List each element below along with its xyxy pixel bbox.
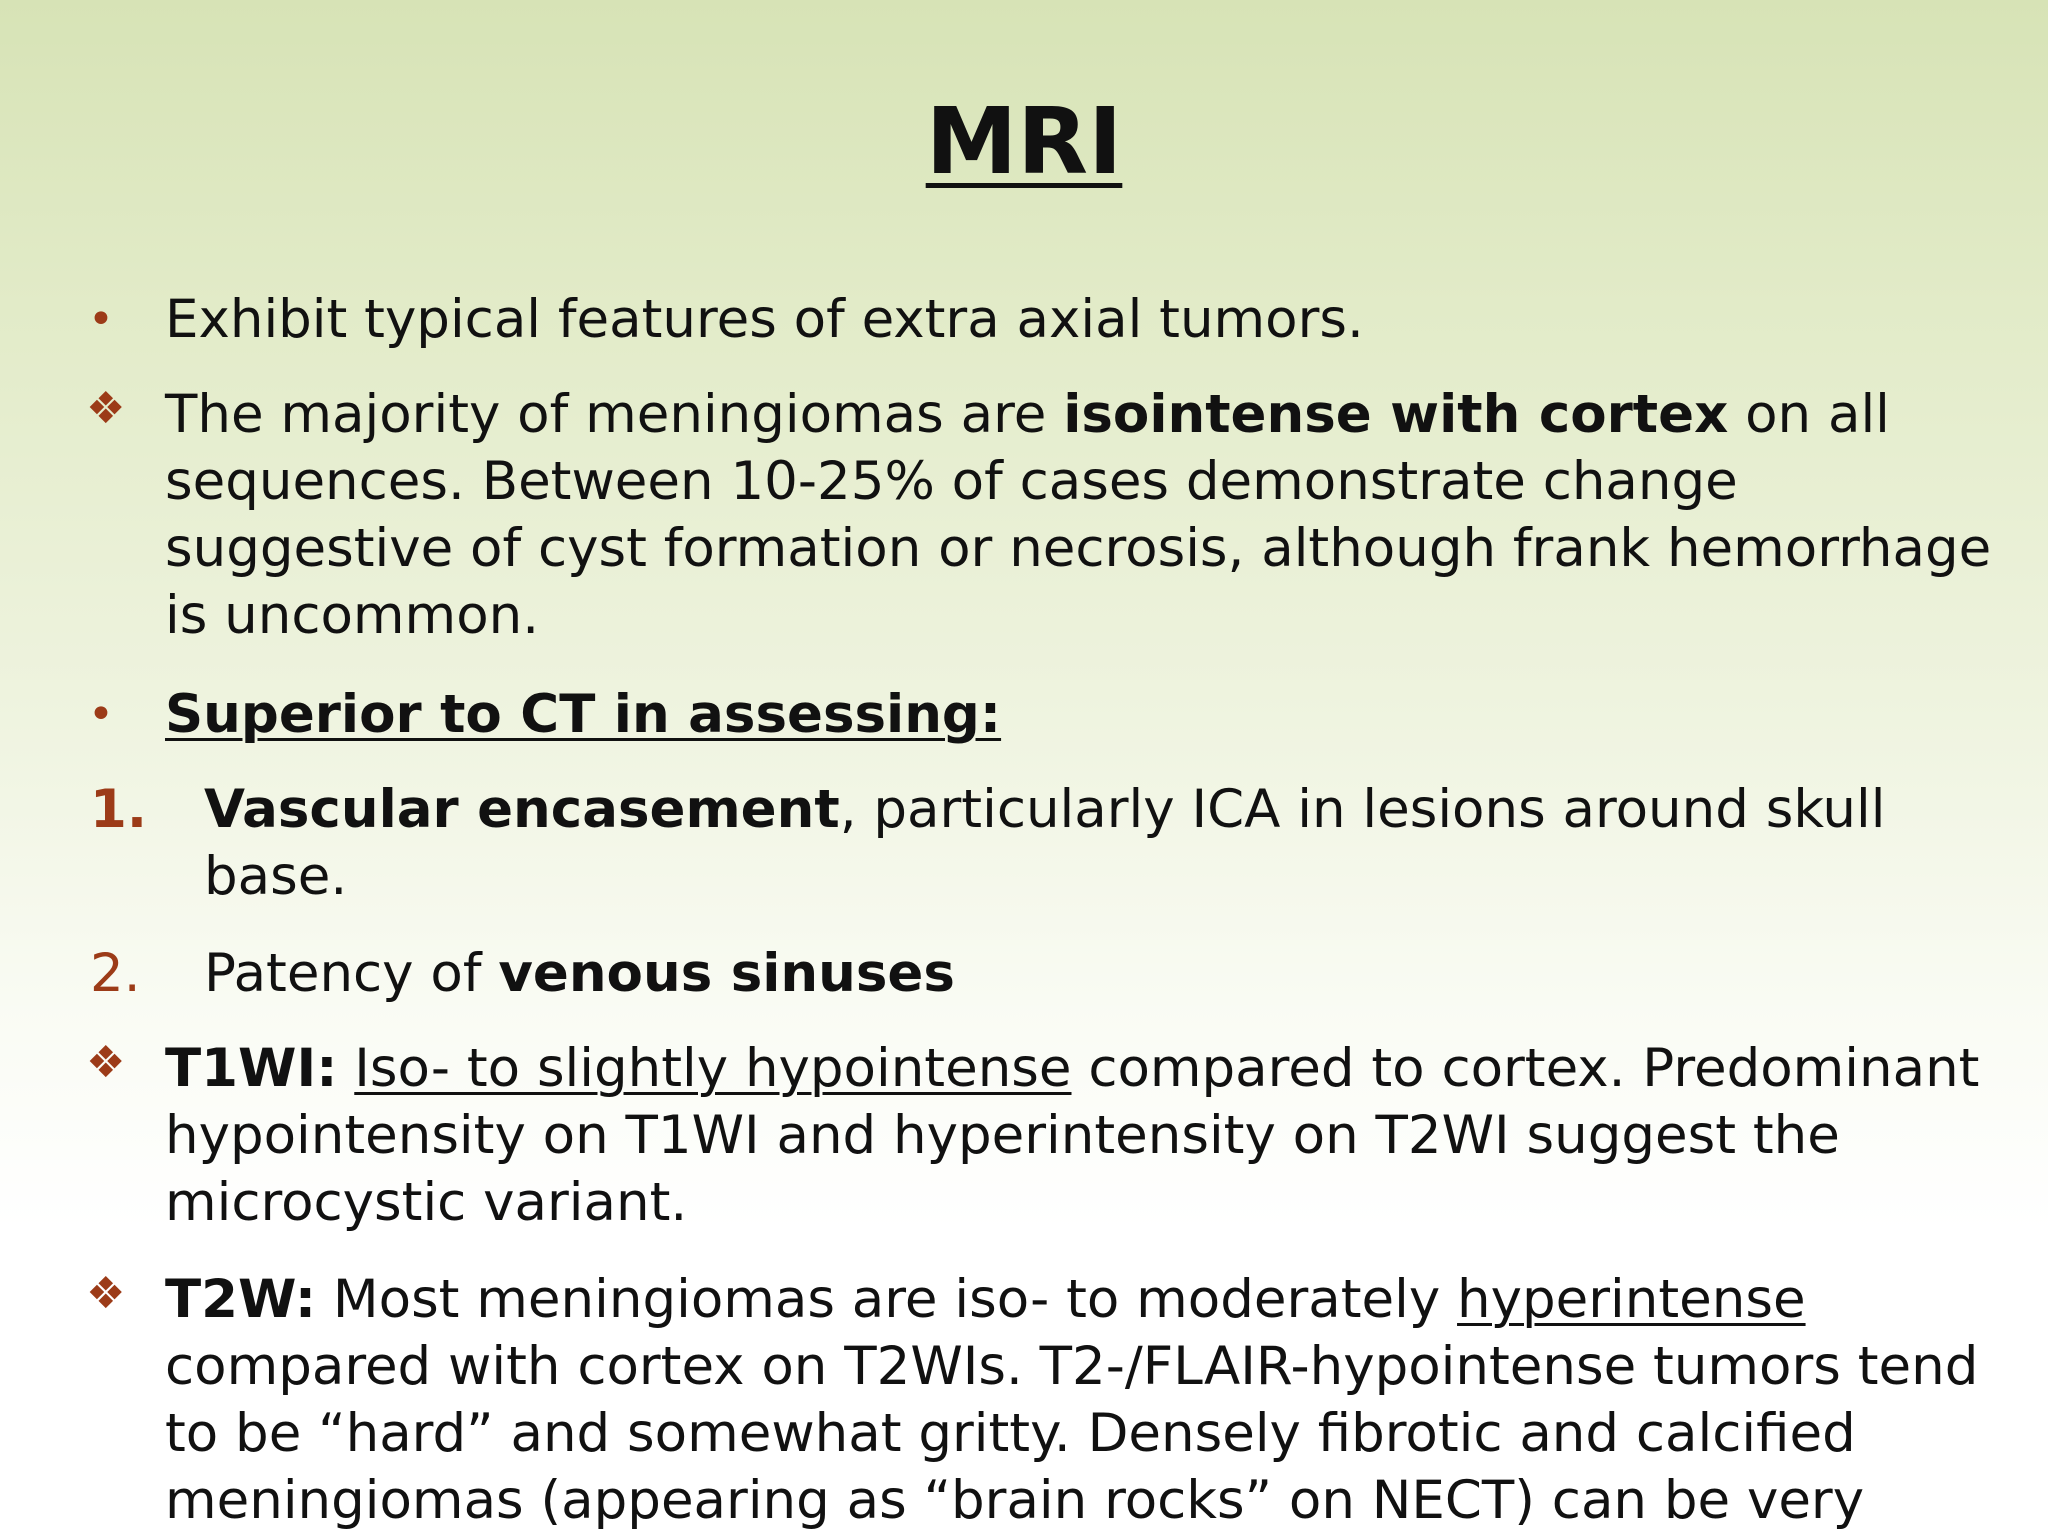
bullet-dot-icon: • bbox=[88, 294, 114, 345]
bullet-text: Exhibit typical features of extra axial tumors. bbox=[165, 289, 1364, 350]
bullet-text: T2W: Most meningiomas are iso- to moderately hyperintense compared with cortex on T2WIs. T2-/FLAIR-hypointense tumors tend to be “hard” and somewhat gritty. Densely fibrotic and calcified meningiomas (appearing as “brain rocks” on NECT) can be very bbox=[165, 1269, 1979, 1531]
bullet-dot-icon: • bbox=[88, 689, 114, 740]
diamond-bullet-icon: ❖ bbox=[86, 383, 126, 434]
numbered-text: Patency of venous sinuses bbox=[204, 943, 955, 1004]
list-number: 1. bbox=[90, 779, 148, 840]
bullet-text: The majority of meningiomas are isointense with cortex on all sequences. Between 10-25% of cases demonstrate change suggestive of cyst formation or necrosis, although frank hemorrhage is uncommon. bbox=[165, 384, 1992, 646]
bullet-text: Superior to CT in assessing: bbox=[165, 684, 1002, 745]
numbered-text: Vascular encasement, particularly ICA in lesions around skull base. bbox=[204, 779, 1886, 907]
list-number: 2. bbox=[90, 943, 141, 1004]
diamond-bullet-icon: ❖ bbox=[86, 1037, 126, 1088]
bullet-text: T1WI: Iso- to slightly hypointense compared to cortex. Predominant hypointensity on T1WI and hyperintensity on T2WI suggest the microcystic variant. bbox=[165, 1038, 1980, 1233]
slide-title: MRI bbox=[925, 88, 1123, 195]
diamond-bullet-icon: ❖ bbox=[86, 1268, 126, 1319]
